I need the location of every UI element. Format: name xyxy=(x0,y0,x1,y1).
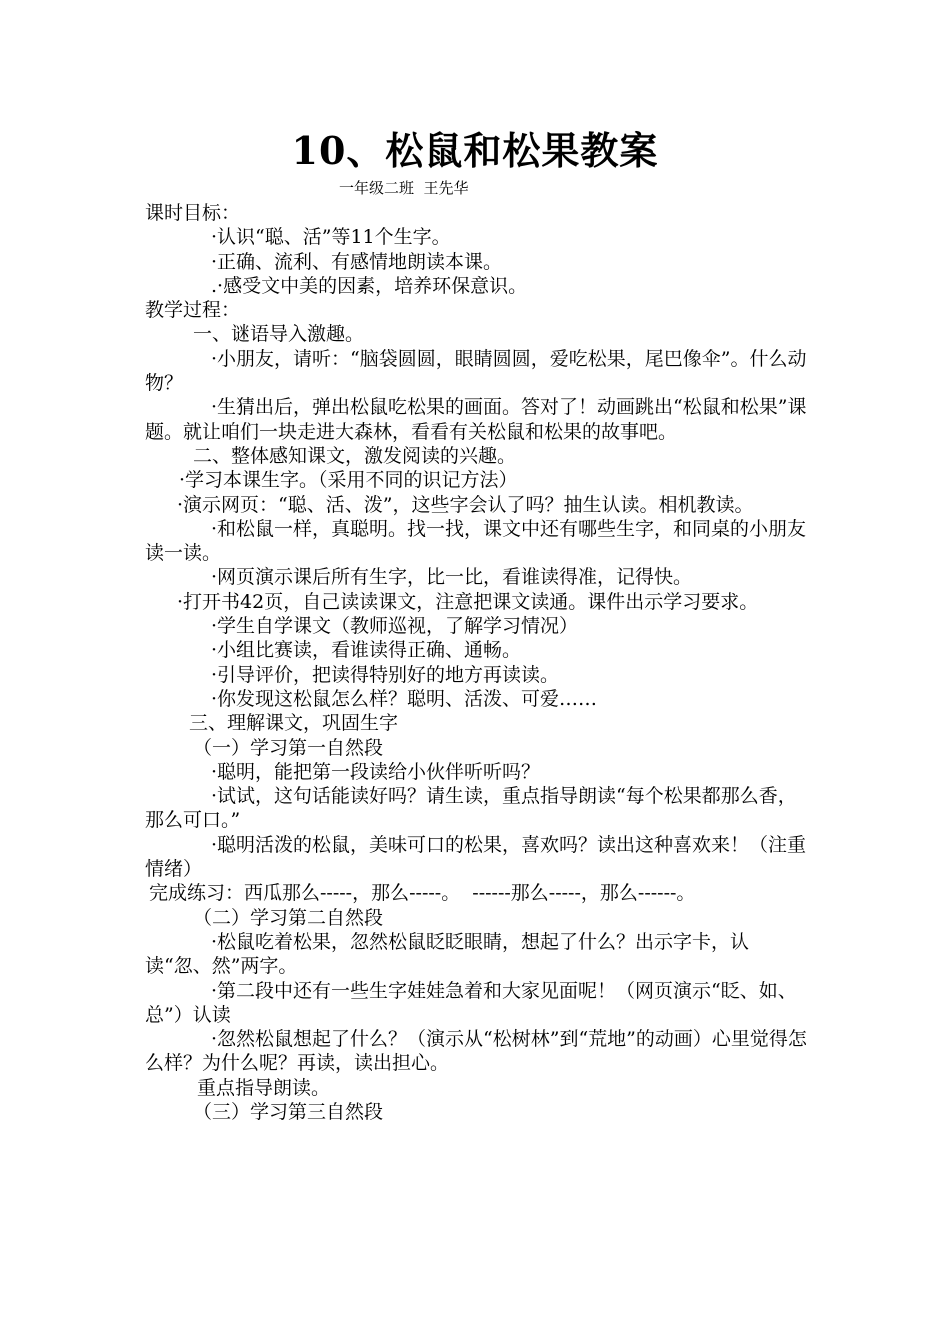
paragraph: ·第二段中还有一些生字娃娃急着和大家见面呢！（网页演示“眨、如、总”）认读 xyxy=(145,979,797,1026)
bullet-item: ·引导评价，把读得特别好的地方再读读。 xyxy=(211,663,560,686)
paragraph: ·打开书42页，自己读读课文，注意把课文读通。课件出示学习要求。 xyxy=(177,590,759,613)
bullet-item: ·聪明，能把第一段读给小伙伴听听吗？ xyxy=(211,760,541,783)
bullet-item: ·学生自学课文（教师巡视，了解学习情况） xyxy=(211,615,579,638)
subsection-heading: （一）学习第一自然段 xyxy=(193,736,384,759)
bullet-item: ·学习本课生字。（采用不同的识记方法） xyxy=(179,469,518,492)
step-heading: 三、理解课文，巩固生字 xyxy=(189,712,399,735)
paragraph: ·忽然松鼠想起了什么？（演示从“松树林”到“荒地”的动画）心里觉得怎么样？为什么呢？再读，读出担心。 xyxy=(145,1028,807,1075)
step-heading: 二、整体感知课文，激发阅读的兴趣。 xyxy=(193,444,517,467)
document-subtitle: 一年级二班 王先华 xyxy=(339,179,469,197)
bullet-item: ·认识“聪、活”等11个生字。 xyxy=(211,226,451,249)
bullet-item: .·感受文中美的因素，培养环保意识。 xyxy=(211,274,528,297)
exercise-line: 完成练习：西瓜那么-----，那么-----。 ------那么-----，那么------。 xyxy=(149,882,696,905)
bullet-item: ·正确、流利、有感情地朗读本课。 xyxy=(211,250,503,273)
paragraph: ·和松鼠一样，真聪明。找一找，课文中还有哪些生字，和同桌的小朋友读一读。 xyxy=(145,517,807,565)
document-title: 10、松鼠和松果教案 xyxy=(291,128,659,173)
paragraph: ·小朋友，请听：“脑袋圆圆，眼睛圆圆，爱吃松果，尾巴像伞”。什么动物？ xyxy=(145,347,807,395)
bullet-item: ·网页演示课后所有生字，比一比，看谁读得准，记得快。 xyxy=(211,566,693,589)
subsection-heading: （三）学习第三自然段 xyxy=(193,1100,384,1123)
section-heading: 教学过程： xyxy=(145,299,241,322)
paragraph: ·松鼠吃着松果，忽然松鼠眨眨眼睛，想起了什么？出示字卡，认读“忽、然”两字。 xyxy=(145,930,750,978)
step-heading: 一、谜语导入激趣。 xyxy=(193,323,365,346)
paragraph: 重点指导朗读。 xyxy=(197,1076,331,1099)
paragraph: ·生猜出后，弹出松鼠吃松果的画面。答对了！动画跳出“松鼠和松果”课题。就让咱们一块走进大森林，看看有关松鼠和松果的故事吧。 xyxy=(145,396,807,443)
section-heading: 课时目标： xyxy=(145,202,241,224)
document-body xyxy=(145,201,815,1124)
bullet-item: ·你发现这松鼠怎么样？聪明、活泼、可爱…… xyxy=(211,687,598,710)
paragraph: ·演示网页：“聪、活、泼”，这些字会认了吗？抽生认读。相机教读。 xyxy=(177,493,754,516)
paragraph: ·聪明活泼的松鼠，美味可口的松果，喜欢吗？读出这种喜欢来！（注重情绪） xyxy=(145,833,807,881)
paragraph: ·试试，这句话能读好吗？请生读，重点指导朗读“每个松果都那么香，那么可口。” xyxy=(145,785,797,832)
subsection-heading: （二）学习第二自然段 xyxy=(193,906,384,929)
bullet-item: ·小组比赛读，看谁读得正确、通畅。 xyxy=(211,639,522,662)
